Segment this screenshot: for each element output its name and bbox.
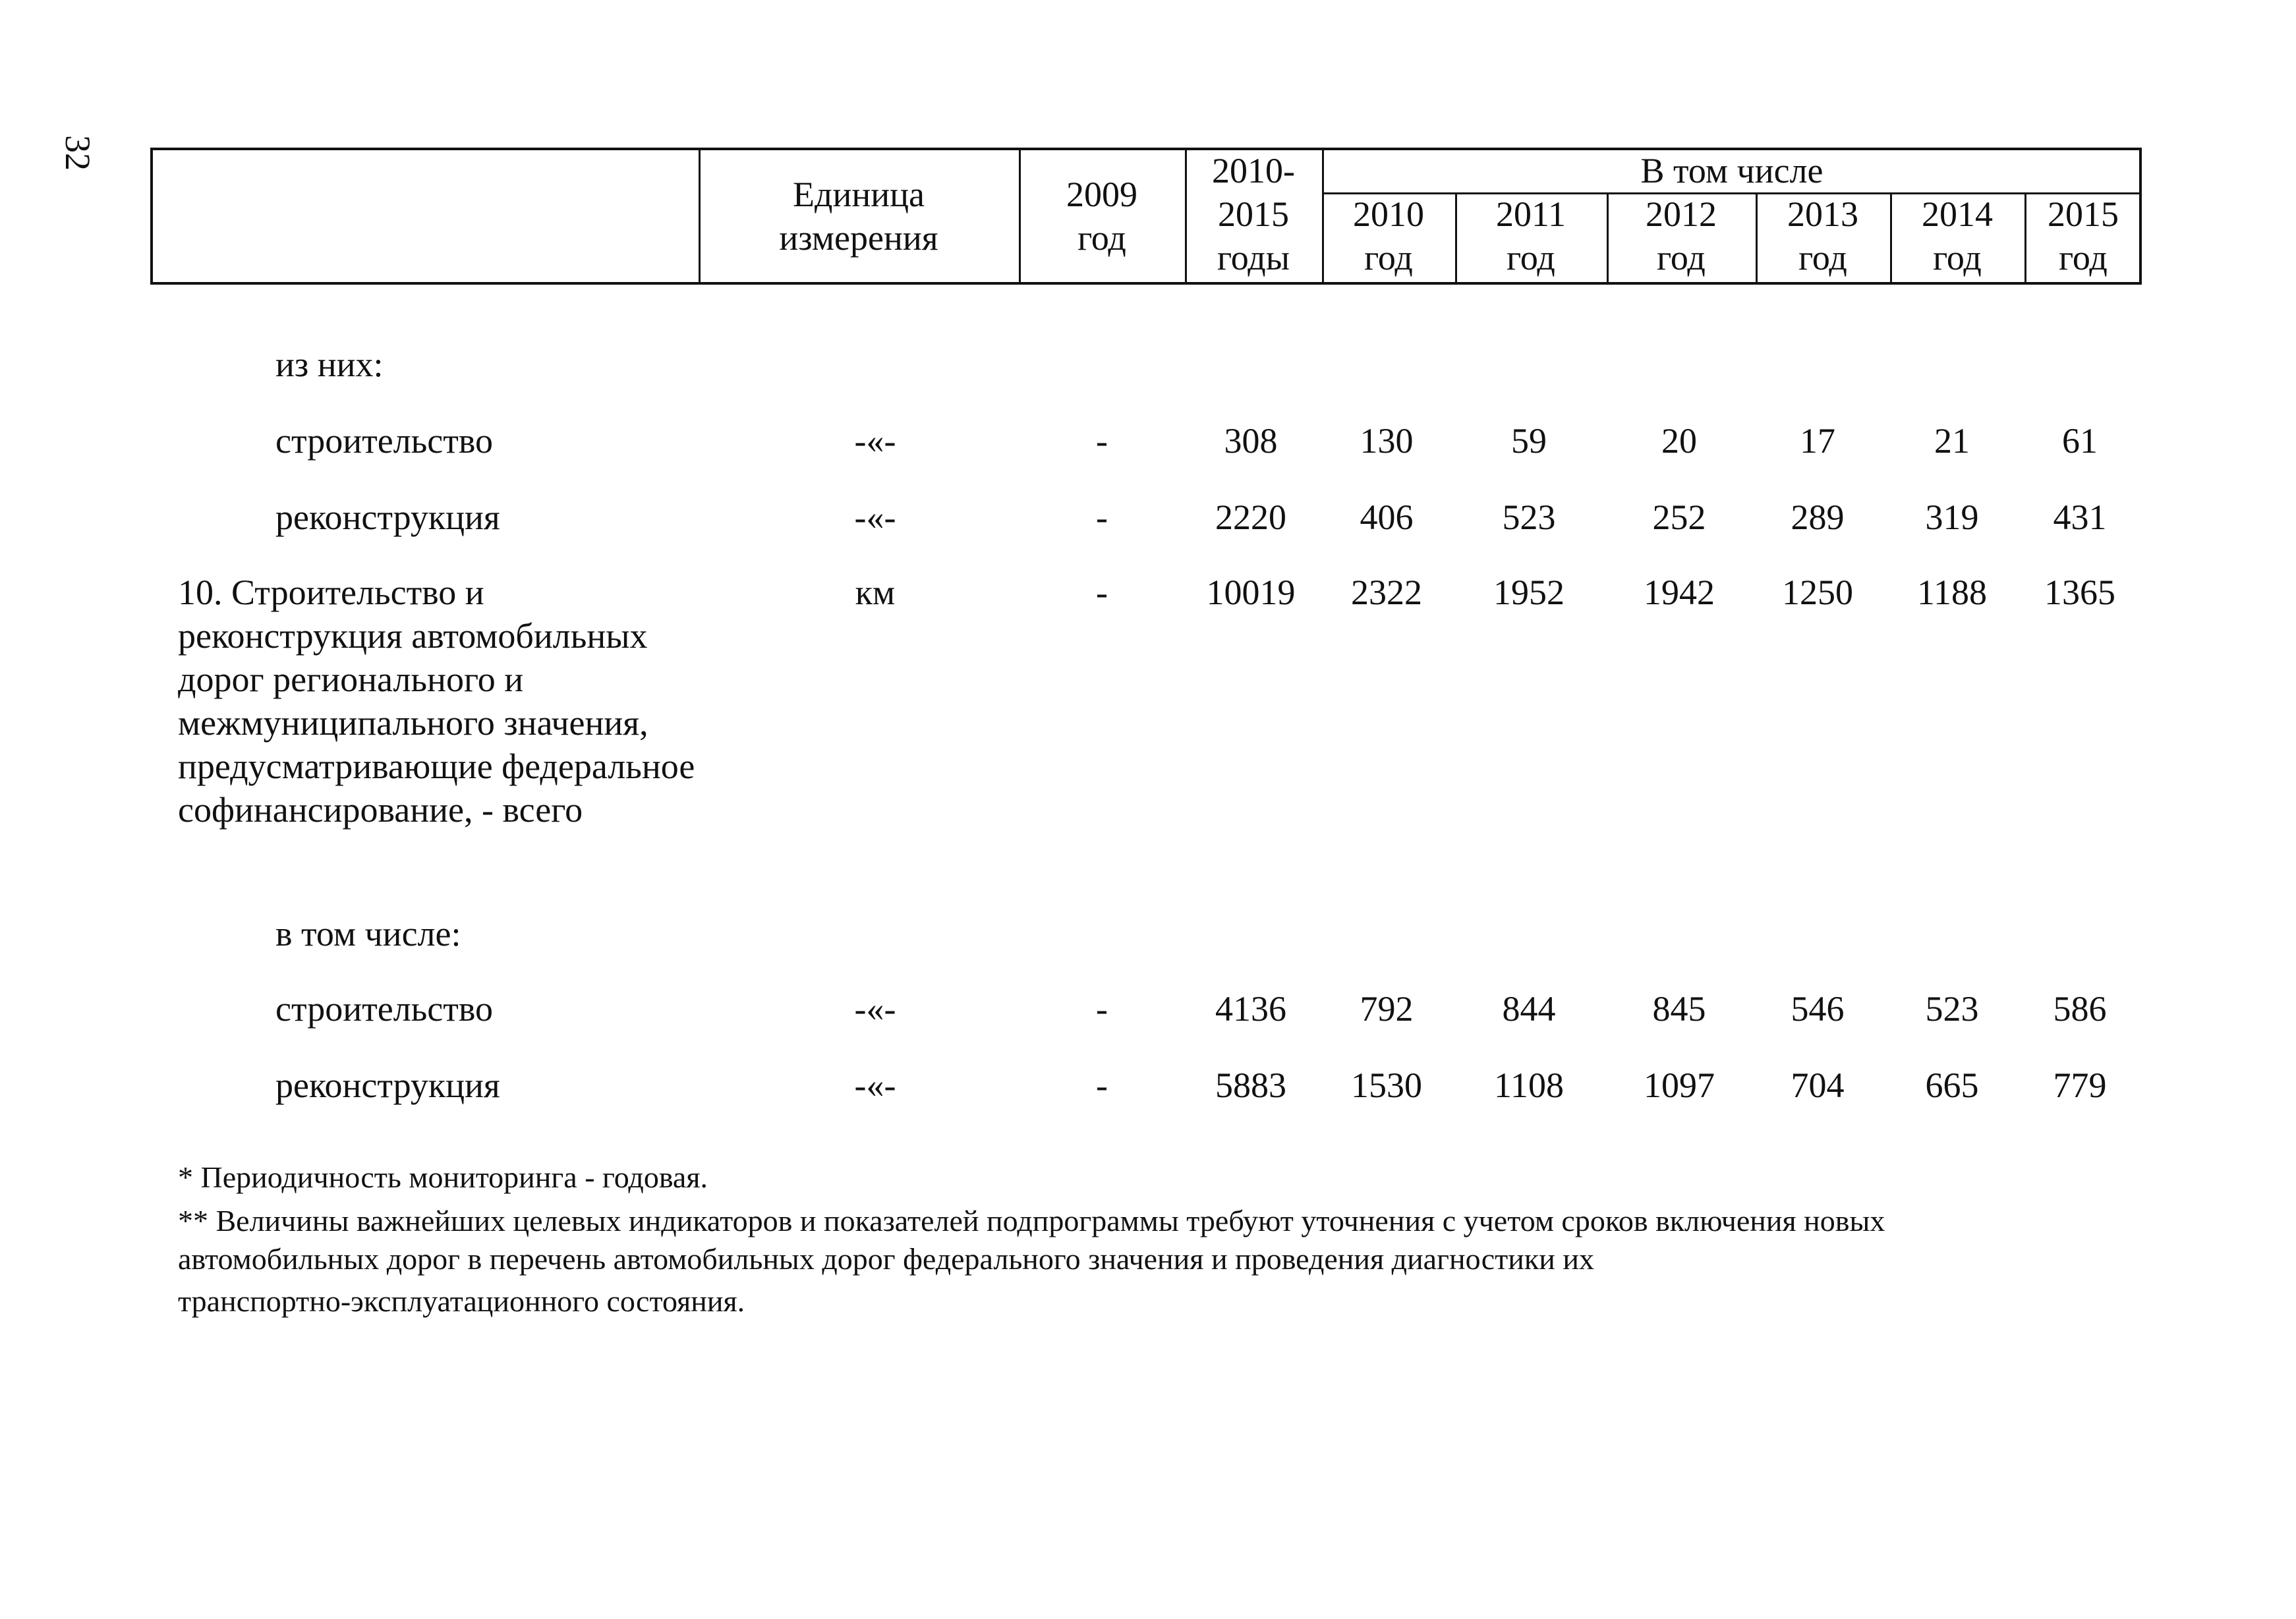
row-value: 431: [2053, 497, 2107, 537]
row-divider: [1322, 192, 2142, 194]
col-divider: [1607, 192, 1609, 282]
row-value: 779: [2053, 1065, 2107, 1105]
col-divider: [2024, 192, 2026, 282]
row-label: реконструкция: [275, 1065, 500, 1105]
col-divider: [1455, 192, 1457, 282]
row-value: 1250: [1782, 573, 1853, 612]
row-value: 844: [1502, 989, 1556, 1029]
row-2009: -: [1096, 497, 1108, 537]
row-value: 61: [2062, 421, 2098, 461]
row-value: 1108: [1494, 1065, 1564, 1105]
row-label: строительство: [275, 989, 493, 1029]
row-value: 1530: [1351, 1065, 1422, 1105]
row-label: реконструкция: [275, 497, 500, 537]
header-period: 2010- 2015 годы: [1212, 151, 1295, 277]
col-divider: [1890, 192, 1892, 282]
row-value: 586: [2053, 989, 2107, 1029]
footnote-indicators-cont: автомобильных дорог в перечень автомобильных дорог федерального значения и проведения диагностики их: [178, 1242, 1594, 1276]
row-unit: -«-: [854, 497, 896, 537]
row-value: 252: [1652, 497, 1706, 537]
row-2009: -: [1096, 421, 1108, 461]
row-2009: -: [1096, 989, 1108, 1029]
header-2009: 2009 год: [1066, 175, 1137, 258]
row-value: 523: [1925, 989, 1979, 1029]
row-value: 665: [1925, 1065, 1979, 1105]
header-year: 2012 год: [1646, 194, 1717, 277]
header-year: 2014 год: [1922, 194, 1993, 277]
row-value: 20: [1661, 421, 1697, 461]
row-total: 5883: [1215, 1065, 1286, 1105]
row-unit: -«-: [854, 1065, 896, 1105]
header-year: 2010 год: [1353, 194, 1424, 277]
row-value: 1942: [1644, 573, 1715, 612]
row-total: 10019: [1206, 573, 1296, 612]
row-value: 21: [1934, 421, 1970, 461]
row-value: 546: [1791, 989, 1845, 1029]
row-label: строительство: [275, 421, 493, 461]
row-total: 308: [1224, 421, 1278, 461]
footnote-indicators: ** Величины важнейших целевых индикаторов и показателей подпрограммы требуют уточнения с учетом сроков включения новых: [178, 1204, 1885, 1237]
row-value: 319: [1925, 497, 1979, 537]
header-unit: Единица измерения: [779, 175, 938, 258]
row-value: 523: [1502, 497, 1556, 537]
row-2009: -: [1096, 573, 1108, 612]
col-divider: [1756, 192, 1758, 282]
footnote-monitoring: * Периодичность мониторинга - годовая.: [178, 1160, 708, 1194]
col-divider: [1019, 150, 1021, 282]
row-value: 704: [1791, 1065, 1845, 1105]
row-value: 406: [1360, 497, 1414, 537]
col-divider: [1185, 150, 1187, 282]
page-number: 32: [58, 135, 98, 171]
footnote-indicators-end: транспортно-эксплуатационного состояния.: [178, 1284, 745, 1318]
row-unit: -«-: [854, 421, 896, 461]
table-header: [150, 148, 2142, 285]
col-divider: [699, 150, 701, 282]
row-value: 130: [1360, 421, 1414, 461]
row-label: в том числе:: [275, 914, 461, 953]
row-unit: км: [855, 573, 896, 612]
row-value: 1097: [1644, 1065, 1715, 1105]
row-value: 2322: [1351, 573, 1422, 612]
row-value: 289: [1791, 497, 1845, 537]
header-including: В том числе: [1640, 151, 1823, 190]
header-year: 2013 год: [1787, 194, 1858, 277]
row-label: из них:: [275, 345, 384, 384]
row-value: 792: [1360, 989, 1414, 1029]
row-label: 10. Строительство и реконструкция автомобильных дорог регионального и межмуниципального значения, предусматривающие федеральное софинансирование, - всего: [178, 573, 695, 830]
row-value: 845: [1652, 989, 1706, 1029]
row-total: 2220: [1215, 497, 1286, 537]
row-value: 1365: [2044, 573, 2115, 612]
header-year: 2015 год: [2048, 194, 2119, 277]
row-value: 1188: [1917, 573, 1987, 612]
header-year: 2011 год: [1496, 194, 1566, 277]
col-divider: [1322, 150, 1324, 282]
row-total: 4136: [1215, 989, 1286, 1029]
row-value: 1952: [1493, 573, 1564, 612]
row-unit: -«-: [854, 989, 896, 1029]
row-2009: -: [1096, 1065, 1108, 1105]
row-value: 59: [1511, 421, 1547, 461]
row-value: 17: [1800, 421, 1835, 461]
